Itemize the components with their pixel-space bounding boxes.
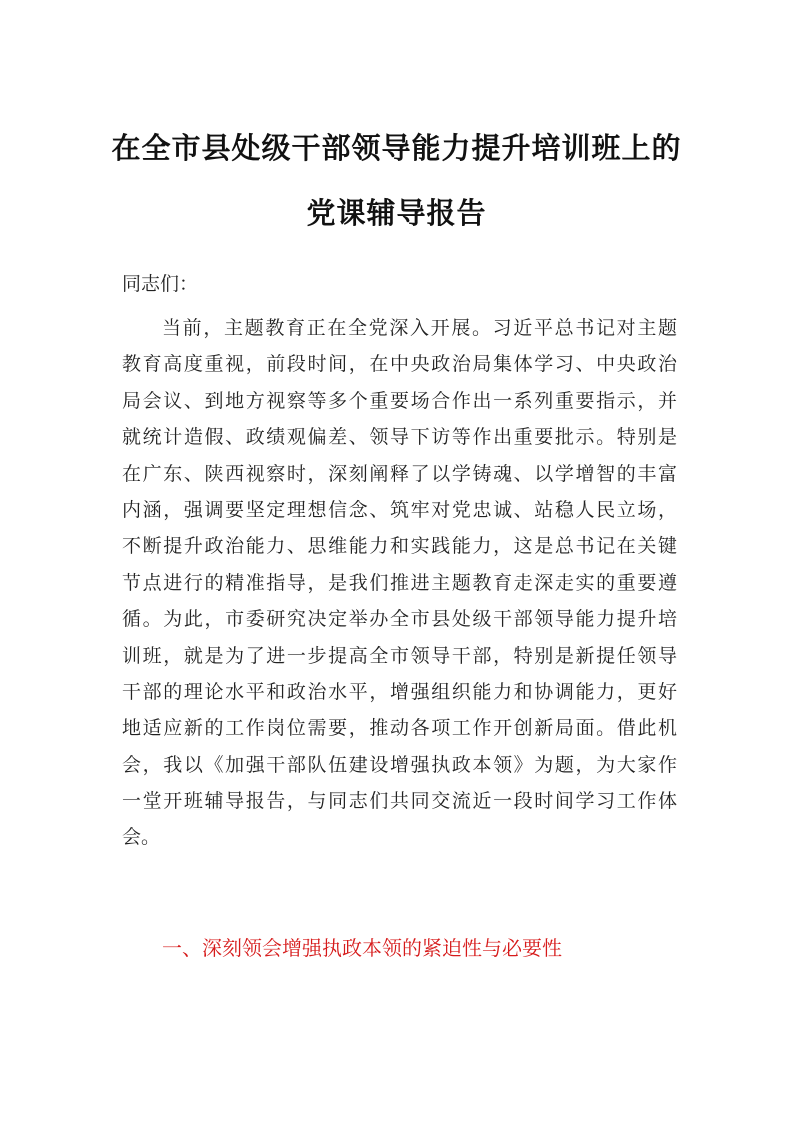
paragraph-line: 节点进行的精准指导，是我们推进主题教育走深走实的重要遵 [122,571,677,594]
paragraph-line: 在广东、陕西视察时，深刻阐释了以学铸魂、以学增智的丰富 [122,462,677,485]
paragraph-line: 会，我以《加强干部队伍建设增强执政本领》为题，为大家作 [122,753,677,776]
paragraph-line: 不断提升政治能力、思维能力和实践能力，这是总书记在关键 [122,535,677,558]
paragraph-line: 就统计造假、政绩观偏差、领导下访等作出重要批示。特别是 [122,426,677,449]
paragraph-line: 教育高度重视，前段时间，在中央政治局集体学习、中央政治 [122,353,677,376]
paragraph-line: 地适应新的工作岗位需要，推动各项工作开创新局面。借此机 [122,717,677,740]
paragraph-line: 循。为此，市委研究决定举办全市县处级干部领导能力提升培 [122,608,677,631]
document-title-line-2: 党课辅导报告 [306,196,487,230]
paragraph-line: 内涵，强调要坚定理想信念、筑牢对党忠诚、站稳人民立场， [122,498,677,521]
body-paragraph [122,310,677,856]
section-heading: 一、深刻领会增强执政本领的紧迫性与必要性 [162,936,562,960]
paragraph-line: 会。 [122,826,161,849]
paragraph-line: 局会议、到地方视察等多个重要场合作出一系列重要指示，并 [122,389,677,412]
paragraph-line: 当前，主题教育正在全党深入开展。习近平总书记对主题 [162,317,677,339]
paragraph-line: 训班，就是为了进一步提高全市领导干部，特别是新提任领导 [122,644,677,667]
paragraph-line: 一堂开班辅导报告，与同志们共同交流近一段时间学习工作体 [122,790,677,813]
document-title-line-1: 在全市县处级干部领导能力提升培训班上的 [111,131,682,165]
paragraph-line: 干部的理论水平和政治水平，增强组织能力和协调能力，更好 [122,680,677,703]
salutation: 同志们： [122,273,199,295]
